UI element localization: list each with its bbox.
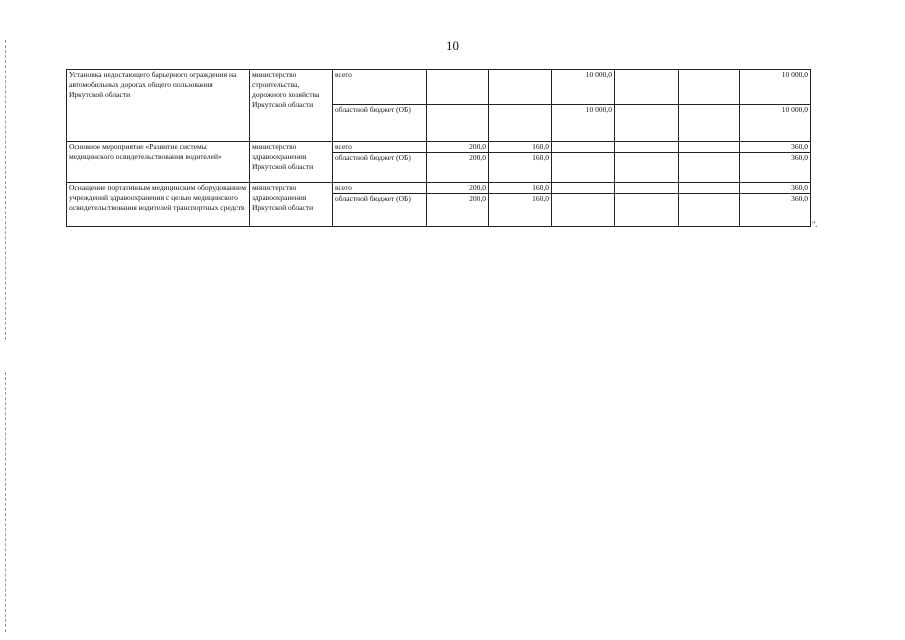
measure-cell: Основное мероприятие «Развитие системы медицинского освидетельствования водителей» xyxy=(67,142,250,183)
amount-cell xyxy=(552,142,615,153)
page-number: 10 xyxy=(446,38,459,53)
amount-cell xyxy=(615,70,679,105)
amount-cell xyxy=(427,70,489,105)
amount-cell: 160,0 xyxy=(489,194,552,227)
table-row xyxy=(67,142,811,153)
table-row xyxy=(67,70,811,105)
amount-cell: 160,0 xyxy=(489,142,552,153)
amount-cell xyxy=(679,142,740,153)
amount-cell xyxy=(427,105,489,142)
scan-edge-line xyxy=(5,372,6,632)
amount-cell xyxy=(615,183,679,194)
measure-cell: Установка недостающего барьерного ограждения на автомобильных дорогах общего пользования Иркутской области xyxy=(67,70,250,142)
funding-source-cell: всего xyxy=(333,183,427,194)
amount-cell xyxy=(615,153,679,183)
total-cell: 10 000,0 xyxy=(740,70,811,105)
amount-cell: 200,0 xyxy=(427,183,489,194)
amount-cell xyxy=(679,105,740,142)
total-cell: 360,0 xyxy=(740,153,811,183)
total-cell: 360,0 xyxy=(740,194,811,227)
amount-cell: 200,0 xyxy=(427,194,489,227)
closing-quote-mark: ". xyxy=(812,220,818,229)
amount-cell: 200,0 xyxy=(427,153,489,183)
amount-cell xyxy=(489,70,552,105)
amount-cell: 160,0 xyxy=(489,153,552,183)
funding-source-cell: областной бюджет (ОБ) xyxy=(333,153,427,183)
scan-edge-line xyxy=(5,40,6,340)
total-cell: 360,0 xyxy=(740,142,811,153)
amount-cell xyxy=(615,142,679,153)
funding-source-cell: областной бюджет (ОБ) xyxy=(333,105,427,142)
funding-source-cell: всего xyxy=(333,70,427,105)
amount-cell xyxy=(552,153,615,183)
amount-cell: 10 000,0 xyxy=(552,70,615,105)
total-cell: 360,0 xyxy=(740,183,811,194)
measure-cell: Оснащение портативным медицинским оборудованием учреждений здравоохранения с целью медицинского освидетельствования водителей транспортных средств xyxy=(67,183,250,227)
amount-cell: 10 000,0 xyxy=(552,105,615,142)
amount-cell xyxy=(679,70,740,105)
table-row xyxy=(67,183,811,194)
funding-source-cell: областной бюджет (ОБ) xyxy=(333,194,427,227)
amount-cell xyxy=(679,194,740,227)
amount-cell xyxy=(552,183,615,194)
executor-cell: министерство здравоохранения Иркутской области xyxy=(250,142,333,183)
amount-cell xyxy=(615,194,679,227)
total-cell: 10 000,0 xyxy=(740,105,811,142)
executor-cell: министерство строительства, дорожного хозяйства Иркутской области xyxy=(250,70,333,142)
amount-cell xyxy=(679,183,740,194)
funding-source-cell: всего xyxy=(333,142,427,153)
amount-cell xyxy=(489,105,552,142)
amount-cell: 200,0 xyxy=(427,142,489,153)
executor-cell: министерство здравоохранения Иркутской области xyxy=(250,183,333,227)
amount-cell xyxy=(679,153,740,183)
amount-cell xyxy=(615,105,679,142)
budget-table xyxy=(66,69,811,227)
amount-cell xyxy=(552,194,615,227)
amount-cell: 160,0 xyxy=(489,183,552,194)
